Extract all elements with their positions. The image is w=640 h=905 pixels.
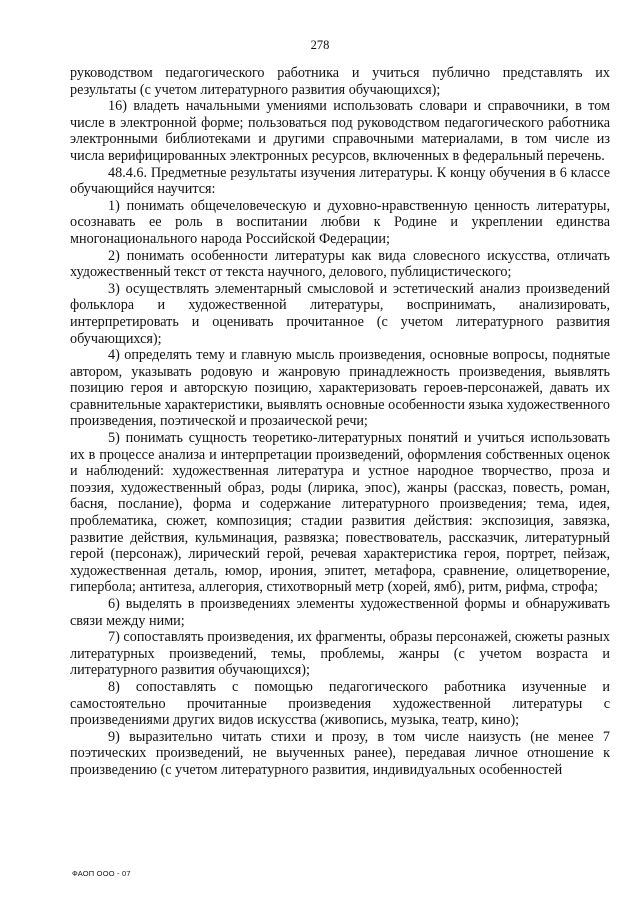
paragraph-section-48-4-6: 48.4.6. Предметные результаты изучения литературы. К концу обучения в 6 классе обучающийся научится: — [70, 164, 610, 198]
paragraph-item-9: 9) выразительно читать стихи и прозу, в том числе наизусть (не менее 7 поэтических произведений, не выученных ранее), передавая личное отношение к произведению (с учетом литературного развития, индивидуальных особенностей — [70, 728, 610, 778]
paragraph-continuation: руководством педагогического работника и учиться публично представлять их результаты (с учетом литературного развития обучающихся); — [70, 65, 610, 98]
paragraph-item-1: 1) понимать общечеловеческую и духовно-нравственную ценность литературы, осознавать ее роль в воспитании любви к Родине и укреплении единства многонационального народа Российской Федерации; — [70, 197, 610, 247]
footer-code: ФАОП ООО - 07 — [72, 869, 131, 878]
paragraph-item-16: 16) владеть начальными умениями использовать словари и справочники, в том числе в электронной форме; пользоваться под руководством педагогического работника электронными библиотеками и другими справочными материалами, в том числе из числа верифицированных электронных ресурсов, включенных в федеральный перечень. — [70, 98, 610, 164]
paragraph-item-5: 5) понимать сущность теоретико-литературных понятий и учиться использовать их в процессе анализа и интерпретации произведений, оформления собственных оценок и наблюдений: художественная литература и устное народное творчество, проза и поэзия, художественный образ, роды (лирика, эпос), жанры (рассказ, повесть, роман, басня, послание), форма и содержание литературного произведения; тема, идея, проблематика, сюжет, композиция; стадии развития действия: экспозиция, завязка, развитие действия, кульминация, развязка; повествователь, рассказчик, литературный герой (персонаж), лирический герой, речевая характеристика героя, портрет, пейзаж, художественная деталь, юмор, ирония, эпитет, метафора, сравнение, олицетворение, гипербола; антитеза, аллегория, стихотворный метр (хорей, ямб), ритм, рифма, строфа; — [70, 430, 610, 596]
document-body — [70, 65, 610, 779]
paragraph-item-2: 2) понимать особенности литературы как вида словесного искусства, отличать художественный текст от текста научного, делового, публицистического; — [70, 247, 610, 281]
page-number: 278 — [310, 38, 330, 52]
paragraph-item-4: 4) определять тему и главную мысль произведения, основные вопросы, поднятые автором, указывать родовую и жанровую принадлежность произведения, выявлять позицию героя и авторскую позицию, характеризовать героев-персонажей, давать их сравнительные характеристики, выявлять основные особенности языка художественного произведения, поэтической и прозаической речи; — [70, 347, 610, 430]
paragraph-item-8: 8) сопоставлять с помощью педагогического работника изученные и самостоятельно прочитанные произведения художественной литературы с произведениями других видов искусства (живопись, музыка, театр, кино); — [70, 678, 610, 729]
paragraph-item-3: 3) осуществлять элементарный смысловой и эстетический анализ произведений фольклора и художественной литературы, воспринимать, анализировать, интерпретировать и оценивать прочитанное (с учетом литературного развития обучающихся); — [70, 280, 610, 347]
paragraph-item-7: 7) сопоставлять произведения, их фрагменты, образы персонажей, сюжеты разных литературных произведений, темы, проблемы, жанры (с учетом возраста и литературного развития обучающихся); — [70, 629, 610, 679]
paragraph-item-6: 6) выделять в произведениях элементы художественной формы и обнаруживать связи между ними; — [70, 596, 610, 629]
